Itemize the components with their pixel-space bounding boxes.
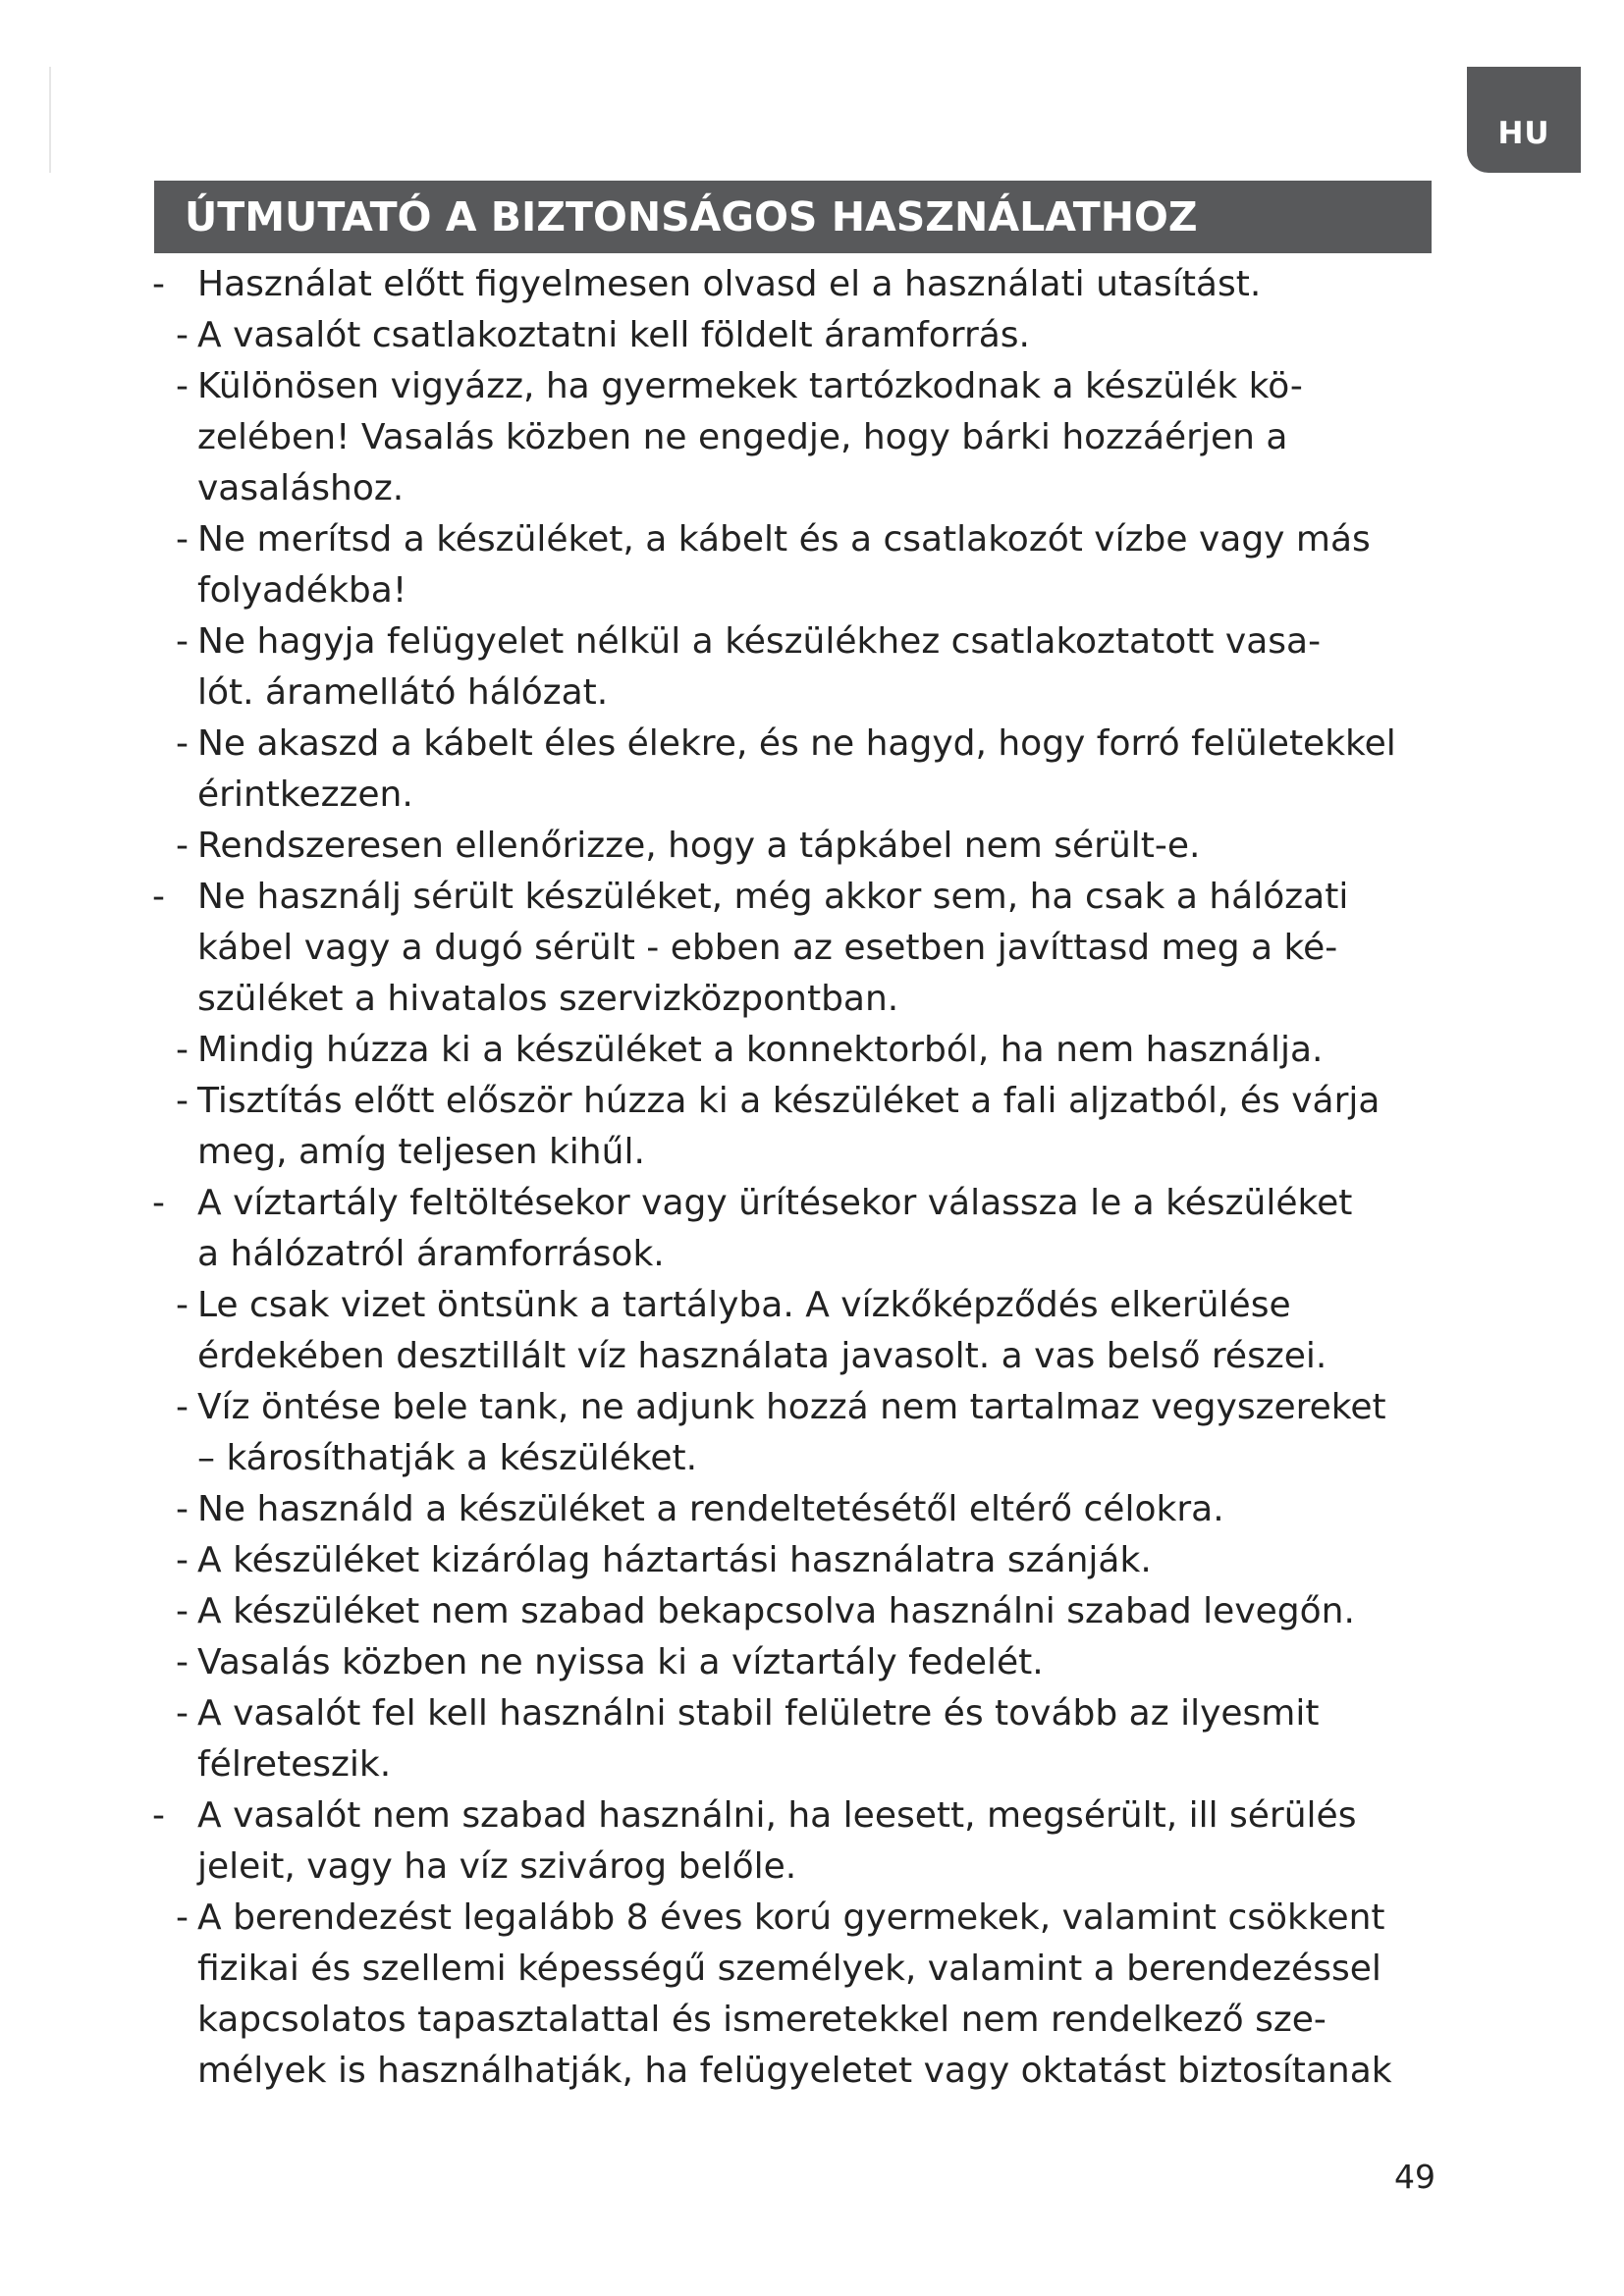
instruction-line: Különösen vigyázz, ha gyermekek tartózkodnak a készülék kö- bbox=[197, 366, 1303, 406]
instruction-line: A vasalót fel kell használni stabil felületre és tovább az ilyesmit bbox=[197, 1693, 1320, 1734]
list-bullet: - bbox=[176, 1081, 189, 1121]
instruction-line: Használat előtt figyelmesen olvasd el a használati utasítást. bbox=[197, 264, 1262, 304]
instruction-line: Ne akaszd a kábelt éles élekre, és ne hagyd, hogy forró felületekkel bbox=[197, 723, 1396, 764]
language-tab: HU bbox=[1467, 67, 1581, 173]
instruction-line: Ne használd a készüléket a rendeltetésétől eltérő célokra. bbox=[197, 1489, 1224, 1529]
list-bullet: - bbox=[176, 1489, 189, 1529]
instruction-item bbox=[152, 1382, 1468, 1484]
instruction-line: Tisztítás előtt először húzza ki a készüléket a fali aljzatból, és várja bbox=[197, 1081, 1380, 1121]
instruction-item bbox=[152, 361, 1468, 514]
instruction-line: jeleit, vagy ha víz szivárog belőle. bbox=[197, 1846, 797, 1887]
instruction-line: kapcsolatos tapasztalattal és ismeretekkel nem rendelkező sze- bbox=[197, 2000, 1326, 2040]
instruction-line: Mindig húzza ki a készüléket a konnektorból, ha nem használja. bbox=[197, 1030, 1324, 1070]
safety-instructions-list bbox=[152, 259, 1468, 2097]
page-margin-line bbox=[49, 67, 51, 173]
instruction-line: A vasalót nem szabad használni, ha leesett, megsérült, ill sérülés bbox=[197, 1795, 1357, 1836]
list-bullet: - bbox=[152, 264, 165, 304]
instruction-line: szüléket a hivatalos szervizközpontban. bbox=[197, 979, 899, 1019]
instruction-item bbox=[152, 1586, 1468, 1637]
list-bullet: - bbox=[176, 723, 189, 764]
list-bullet: - bbox=[176, 519, 189, 560]
list-bullet: - bbox=[152, 1795, 165, 1836]
list-bullet: - bbox=[176, 366, 189, 406]
instruction-item bbox=[152, 872, 1468, 1025]
instruction-line: A vasalót csatlakoztatni kell földelt áramforrás. bbox=[197, 315, 1031, 355]
instruction-item bbox=[152, 1280, 1468, 1382]
instruction-line: fizikai és szellemi képességű személyek, valamint a berendezéssel bbox=[197, 1949, 1381, 1989]
instruction-line: Ne merítsd a készüléket, a kábelt és a csatlakozót vízbe vagy más bbox=[197, 519, 1371, 560]
instruction-item bbox=[152, 259, 1468, 310]
instruction-item bbox=[152, 1637, 1468, 1688]
list-bullet: - bbox=[176, 1285, 189, 1325]
instruction-item bbox=[152, 1535, 1468, 1586]
instruction-item bbox=[152, 310, 1468, 361]
instruction-item bbox=[152, 1484, 1468, 1535]
instruction-line: érintkezzen. bbox=[197, 774, 413, 815]
list-bullet: - bbox=[176, 1693, 189, 1734]
instruction-item bbox=[152, 821, 1468, 872]
instruction-line: folyadékba! bbox=[197, 570, 407, 611]
instruction-line: mélyek is használhatják, ha felügyeletet vagy oktatást biztosítanak bbox=[197, 2051, 1392, 2091]
list-bullet: - bbox=[176, 1030, 189, 1070]
instruction-line: A víztartály feltöltésekor vagy ürítésekor válassza le a készüléket bbox=[197, 1183, 1353, 1223]
instruction-line: félreteszik. bbox=[197, 1744, 392, 1785]
instruction-line: érdekében desztillált víz használata javasolt. a vas belső részei. bbox=[197, 1336, 1327, 1376]
instruction-line: a hálózatról áramforrások. bbox=[197, 1234, 665, 1274]
instruction-item bbox=[152, 616, 1468, 719]
instruction-item bbox=[152, 1076, 1468, 1178]
page-number: 49 bbox=[1394, 2158, 1435, 2196]
instruction-line: Rendszeresen ellenőrizze, hogy a tápkábel nem sérült-e. bbox=[197, 826, 1201, 866]
instruction-line: A készüléket kizárólag háztartási használatra szánják. bbox=[197, 1540, 1152, 1580]
instruction-line: lót. áramellátó hálózat. bbox=[197, 672, 609, 713]
instruction-line: meg, amíg teljesen kihűl. bbox=[197, 1132, 645, 1172]
list-bullet: - bbox=[176, 315, 189, 355]
instruction-line: Ne hagyja felügyelet nélkül a készülékhez csatlakoztatott vasa- bbox=[197, 621, 1322, 662]
instruction-line: – károsíthatják a készüléket. bbox=[197, 1438, 698, 1478]
instruction-line: A készüléket nem szabad bekapcsolva használni szabad levegőn. bbox=[197, 1591, 1355, 1631]
instruction-item bbox=[152, 1790, 1468, 1893]
instruction-line: Ne használj sérült készüléket, még akkor sem, ha csak a hálózati bbox=[197, 877, 1349, 917]
instruction-item bbox=[152, 514, 1468, 616]
instruction-line: Le csak vizet öntsünk a tartályba. A vízkőképződés elkerülése bbox=[197, 1285, 1291, 1325]
instruction-line: A berendezést legalább 8 éves korú gyermekek, valamint csökkent bbox=[197, 1897, 1385, 1938]
instruction-item bbox=[152, 1025, 1468, 1076]
instruction-line: Víz öntése bele tank, ne adjunk hozzá nem tartalmaz vegyszereket bbox=[197, 1387, 1386, 1427]
list-bullet: - bbox=[176, 1897, 189, 1938]
list-bullet: - bbox=[152, 1183, 165, 1223]
list-bullet: - bbox=[152, 877, 165, 917]
list-bullet: - bbox=[176, 826, 189, 866]
instruction-line: kábel vagy a dugó sérült - ebben az esetben javíttasd meg a ké- bbox=[197, 928, 1338, 968]
section-title: ÚTMUTATÓ A BIZTONSÁGOS HASZNÁLATHOZ bbox=[154, 181, 1432, 253]
instruction-line: Vasalás közben ne nyissa ki a víztartály fedelét. bbox=[197, 1642, 1044, 1682]
instruction-item bbox=[152, 1178, 1468, 1280]
instruction-item bbox=[152, 1688, 1468, 1790]
instruction-item bbox=[152, 1893, 1468, 2097]
list-bullet: - bbox=[176, 1591, 189, 1631]
list-bullet: - bbox=[176, 1387, 189, 1427]
list-bullet: - bbox=[176, 1540, 189, 1580]
list-bullet: - bbox=[176, 1642, 189, 1682]
list-bullet: - bbox=[176, 621, 189, 662]
instruction-line: zelében! Vasalás közben ne engedje, hogy bárki hozzáérjen a bbox=[197, 417, 1288, 457]
instruction-line: vasaláshoz. bbox=[197, 468, 405, 508]
instruction-item bbox=[152, 719, 1468, 821]
